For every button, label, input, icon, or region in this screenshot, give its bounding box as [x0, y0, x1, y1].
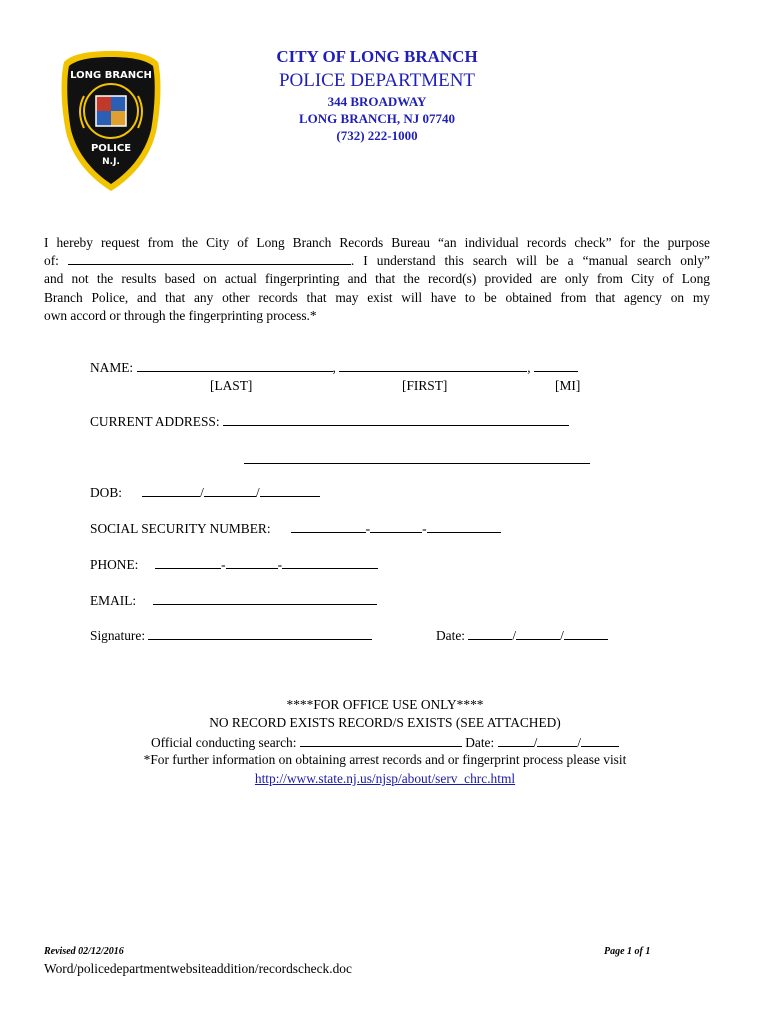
dob-day-field[interactable] [204, 484, 256, 497]
page-number: Page 1 of 1 [604, 946, 651, 957]
request-line-2-suffix: . I understand this search will be a “manual search only” [350, 253, 710, 269]
name-label: NAME: [90, 360, 134, 375]
name-row [90, 359, 578, 376]
dob-row [90, 484, 320, 501]
phone-row [90, 556, 378, 573]
date-month-field[interactable] [468, 627, 512, 640]
middle-initial-field[interactable] [534, 359, 578, 372]
ssn-row [90, 520, 501, 537]
request-line-3: and not the results based on actual fingerprinting and that the record(s) provided are only from City of Long [44, 271, 710, 287]
last-caption: [LAST] [210, 378, 253, 393]
slash: / [512, 628, 517, 643]
address-field-line-2[interactable] [244, 450, 590, 464]
office-date-label: Date: [465, 735, 495, 750]
document-path: Word/policedepartmentwebsiteaddition/recordscheck.doc [44, 961, 352, 976]
phone-label: PHONE: [90, 557, 139, 572]
dash: - [422, 521, 427, 536]
phone-line-field[interactable] [282, 556, 378, 569]
mi-caption: [MI] [555, 378, 581, 393]
slash: / [255, 485, 260, 500]
slash: / [533, 735, 538, 750]
njsp-link-row [0, 771, 770, 787]
njsp-link[interactable]: http://www.state.nj.us/njsp/about/serv_chrc.html [254, 771, 516, 786]
first-name-field[interactable] [339, 359, 527, 372]
ssn-part-3-field[interactable] [427, 520, 501, 533]
dash: - [365, 521, 371, 536]
date-row [436, 627, 608, 644]
last-name-field[interactable] [137, 359, 333, 372]
header-address2: LONG BRANCH, NJ 07740 [298, 111, 455, 126]
badge-bottom-text: POLICE [90, 143, 132, 154]
email-field[interactable] [153, 592, 377, 605]
header-department: POLICE DEPARTMENT [278, 70, 476, 91]
ssn-part-2-field[interactable] [370, 520, 422, 533]
revised-date: Revised 02/12/2016 [44, 946, 124, 957]
phone-prefix-field[interactable] [226, 556, 278, 569]
office-date-year-field[interactable] [581, 734, 619, 747]
ssn-part-1-field[interactable] [291, 520, 366, 533]
comma: , [527, 360, 531, 375]
purpose-field[interactable] [68, 252, 351, 265]
dob-year-field[interactable] [260, 484, 320, 497]
address-field-line-1[interactable] [223, 413, 569, 426]
office-official-row [0, 734, 770, 751]
dob-month-field[interactable] [142, 484, 200, 497]
first-caption: [FIRST] [402, 378, 448, 393]
address-row [90, 413, 569, 430]
official-field[interactable] [300, 734, 462, 747]
signature-field[interactable] [148, 627, 372, 640]
date-year-field[interactable] [564, 627, 608, 640]
date-day-field[interactable] [516, 627, 560, 640]
purpose-label: of: [44, 253, 59, 269]
phone-area-field[interactable] [155, 556, 221, 569]
ssn-label: SOCIAL SECURITY NUMBER: [90, 521, 271, 536]
badge-state-text: N.J. [102, 157, 120, 167]
slash: / [577, 735, 582, 750]
badge-top-text: LONG BRANCH [70, 70, 152, 81]
office-record-options: NO RECORD EXISTS RECORD/S EXISTS (SEE ATTACHED) [209, 715, 561, 730]
office-date-day-field[interactable] [537, 734, 577, 747]
header-address1: 344 BROADWAY [327, 94, 427, 109]
header-city: CITY OF LONG BRANCH [276, 47, 478, 66]
address-label: CURRENT ADDRESS: [90, 414, 220, 429]
email-label: EMAIL: [90, 593, 137, 608]
official-label: Official conducting search: [150, 735, 297, 750]
dash: - [277, 557, 283, 572]
slash: / [560, 628, 564, 643]
date-label: Date: [436, 628, 465, 643]
signature-label: Signature: [90, 628, 146, 643]
request-line-1: I hereby request from the City of Long Branch Records Bureau “an individual records check” for the purpose [44, 235, 710, 250]
signature-row [90, 627, 372, 644]
request-line-4: Branch Police, and that any other records that may exist will have to be obtained from that agency on my [44, 289, 710, 305]
slash: / [200, 485, 204, 500]
request-line-5: own accord or through the fingerprinting process.* [44, 307, 317, 323]
office-date-month-field[interactable] [498, 734, 534, 747]
dob-label: DOB: [90, 485, 122, 500]
further-info-text: *For further information on obtaining arrest records and or fingerprint process please visit [143, 752, 627, 767]
email-row [90, 592, 377, 609]
dash: - [221, 557, 226, 572]
request-paragraph [44, 234, 710, 325]
header-phone: (732) 222-1000 [336, 128, 418, 143]
office-use-title: ****FOR OFFICE USE ONLY**** [286, 697, 484, 712]
request-line-2 [44, 252, 710, 270]
comma: , [332, 360, 336, 375]
police-badge-logo [58, 48, 164, 194]
